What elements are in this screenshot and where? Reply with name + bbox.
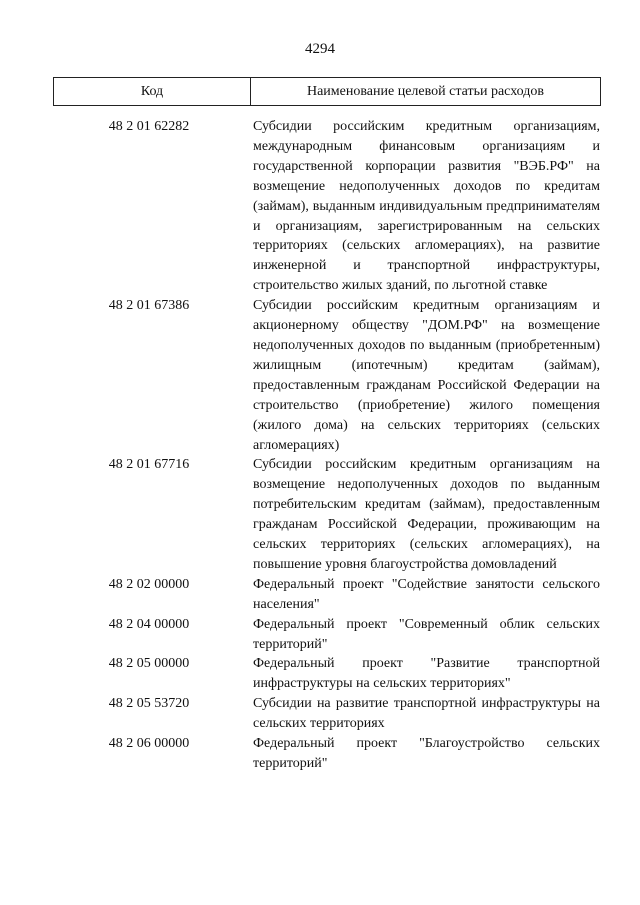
table-row [53, 575, 601, 615]
row-code: 48 2 01 62282 [108, 119, 190, 134]
table-row [53, 694, 601, 734]
table-header [53, 77, 601, 106]
table-row [53, 296, 601, 455]
row-code: 48 2 04 00000 [108, 616, 190, 632]
row-code: 48 2 06 00000 [108, 736, 190, 752]
row-code: 48 2 01 67716 [108, 457, 190, 473]
row-description: Субсидии российским кредитным организациям, международным финансовым организациям и государственной корпорации развития "ВЭБ.РФ" на возмещение недополученных доходов по кредитам (займам), выданным индивидуальным предпринимателям и организациям, зарегистрированным на сельских территориях (сельских агломерациях), на развитие инженерной и транспортной инфраструктуры, строительство жилых зданий, по льготной ставке [253, 119, 600, 294]
row-description: Федеральный проект "Развитие транспортной инфраструктуры на сельских территориях" [253, 656, 600, 692]
row-description: Федеральный проект "Современный облик сельских территорий" [253, 616, 600, 652]
row-code: 48 2 02 00000 [108, 576, 190, 592]
table-row [53, 455, 601, 574]
row-description: Федеральный проект "Содействие занятости сельского населения" [253, 576, 600, 612]
header-name: Наименование целевой статьи расходов [306, 83, 545, 99]
page-number: 4294 [305, 41, 335, 57]
table-row [53, 117, 601, 296]
row-description: Субсидии российским кредитным организациям на возмещение недополученных доходов по выданным потребительским кредитам (займам), предоставленным гражданам Российской Федерации, проживающим на сельских территориях (сельских агломерациях), на повышение уровня благоустройства домовладений [253, 457, 600, 572]
table-row [53, 734, 601, 774]
row-code: 48 2 05 00000 [108, 656, 190, 672]
row-description: Федеральный проект "Благоустройство сельских территорий" [253, 736, 600, 771]
row-code: 48 2 05 53720 [108, 696, 190, 712]
row-description: Субсидии российским кредитным организациям и акционерному обществу "ДОМ.РФ" на возмещение недополученных доходов по выданным (приобретенным) жилищным (ипотечным) кредитам (займам), предоставленным гражданам Российской Федерации на строительство (приобретение) жилого помещения (жилого дома) на сельских территориях (сельских агломерациях) [253, 298, 600, 453]
table-row [53, 615, 601, 655]
table-body [53, 117, 601, 774]
row-description: Субсидии на развитие транспортной инфраструктуры на сельских территориях [253, 696, 600, 732]
header-code: Код [54, 78, 251, 105]
row-code: 48 2 01 67386 [108, 298, 190, 314]
table-row [53, 654, 601, 694]
